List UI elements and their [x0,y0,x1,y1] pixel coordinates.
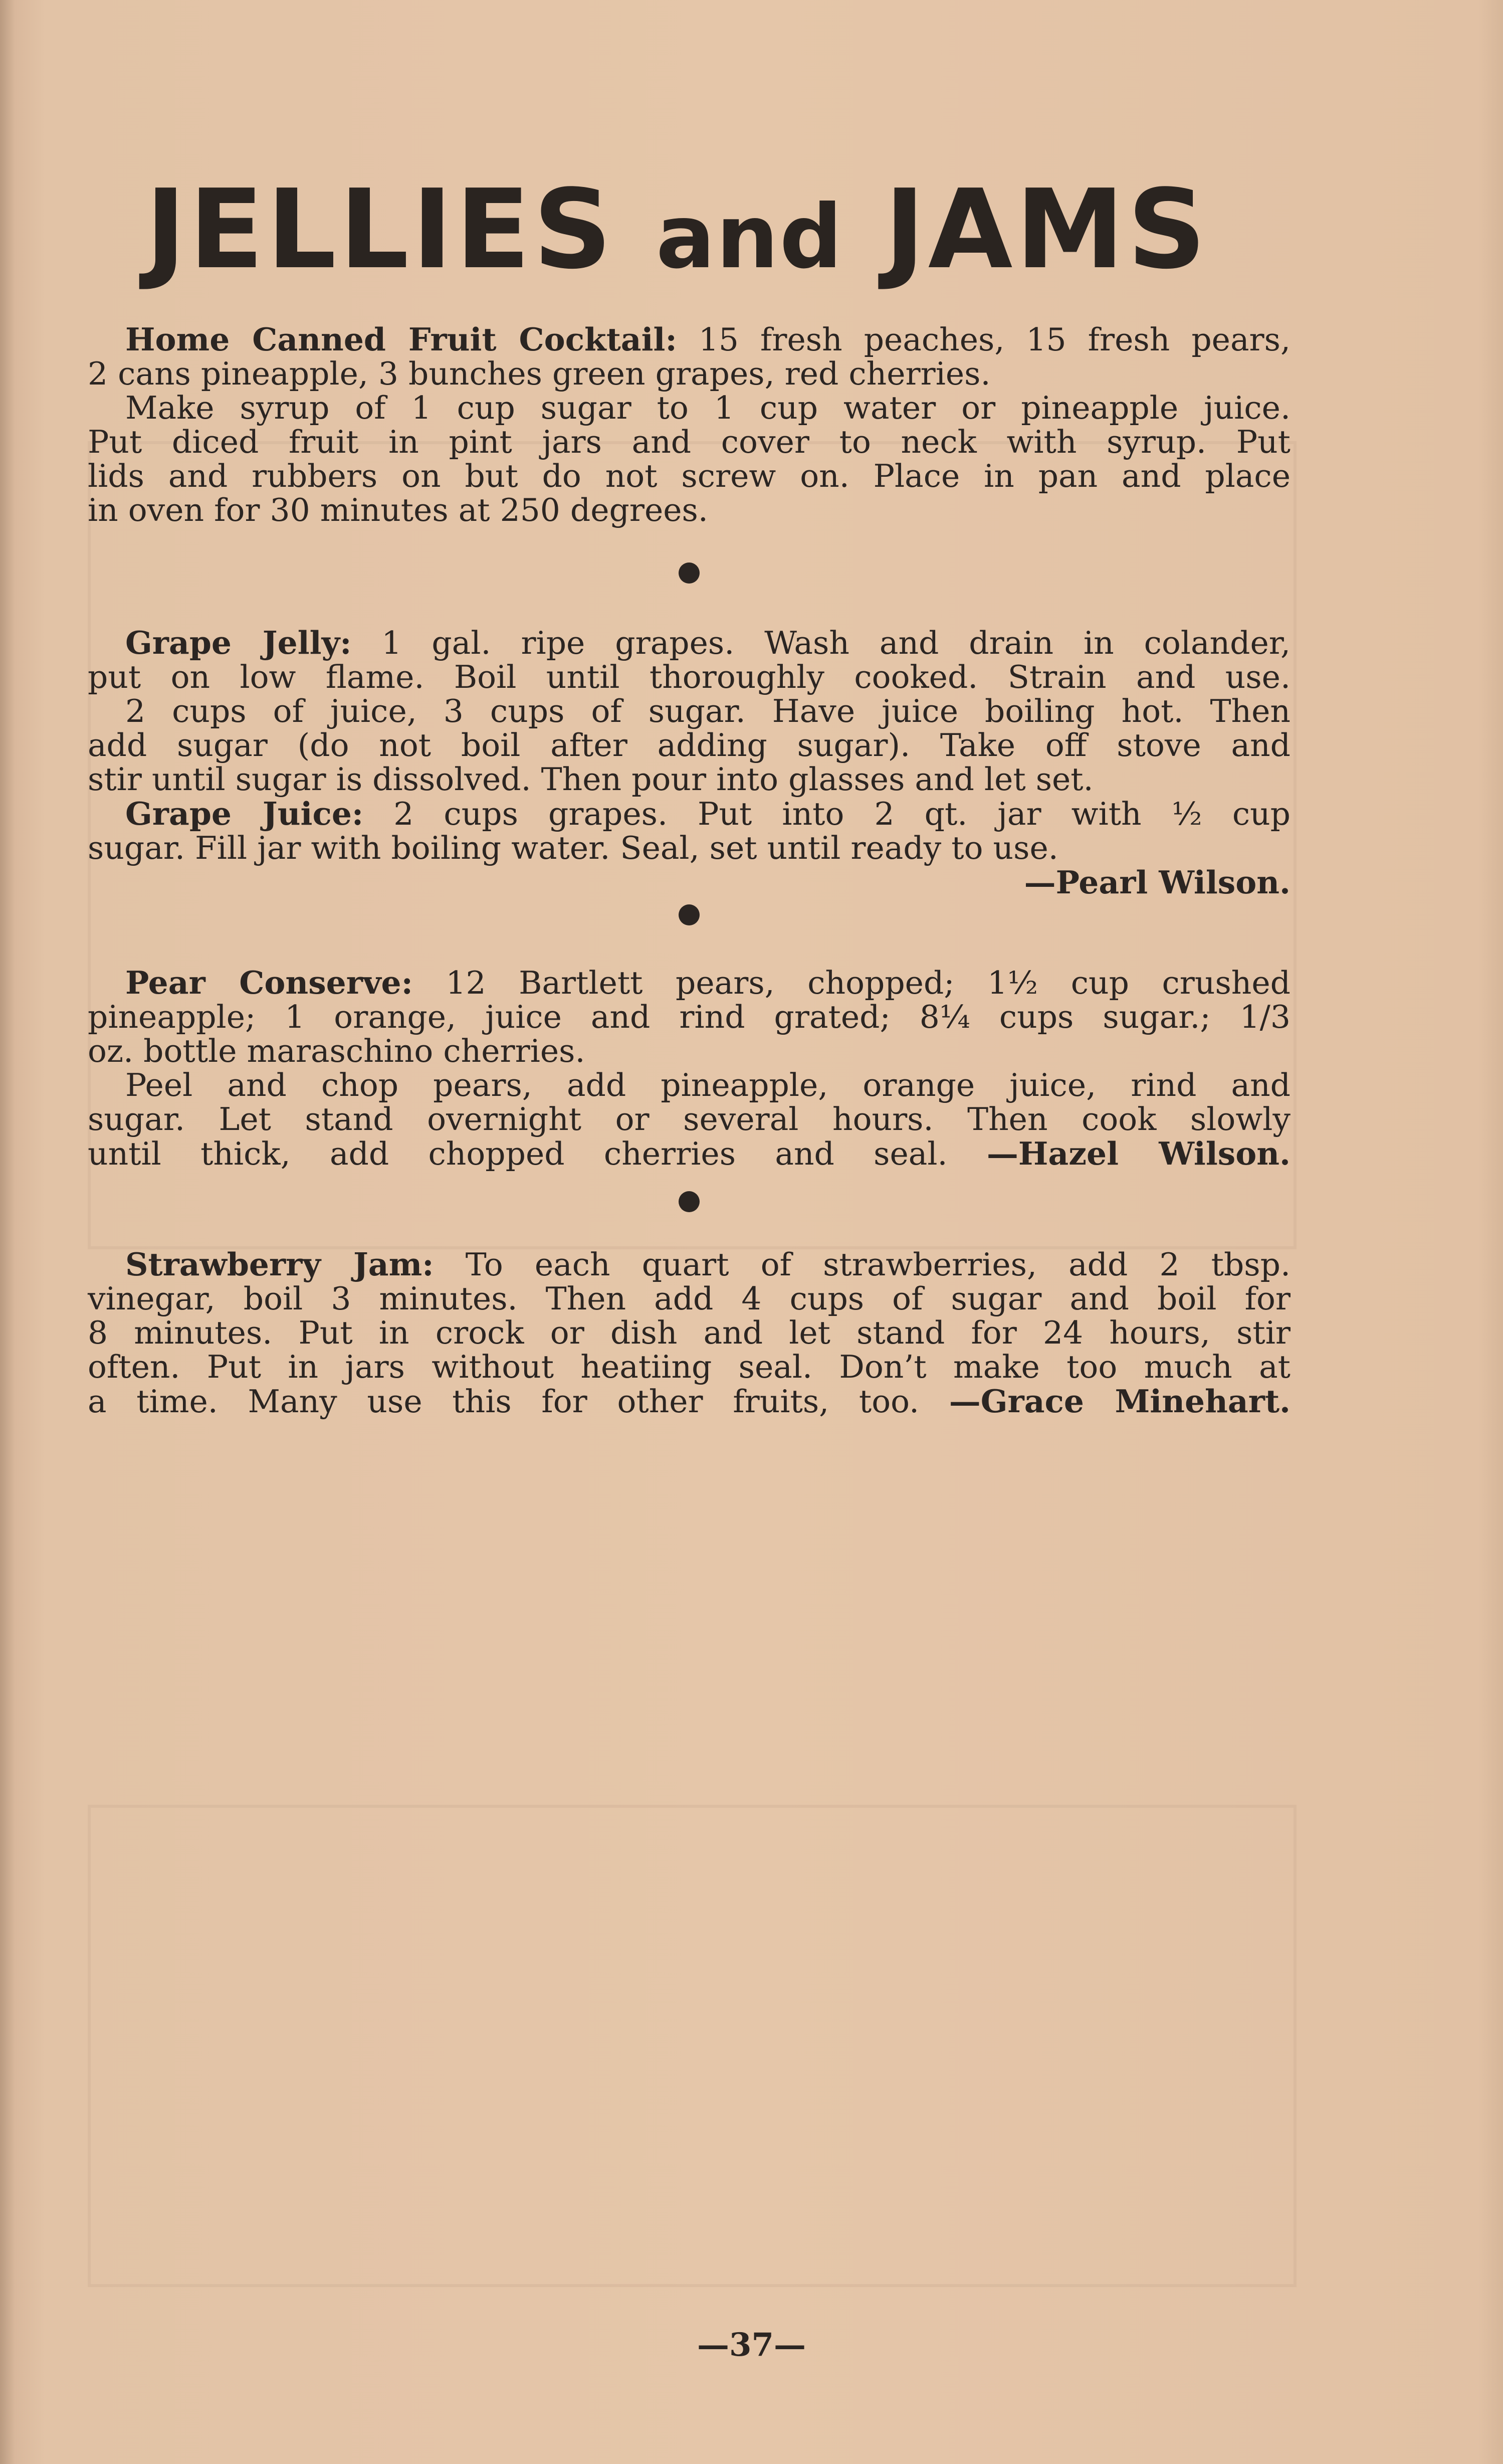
page-title [145,166,1209,293]
recipe-line: 8 minutes. Put in crock or dish and let stand for 24 hours, stir [88,1314,1291,1351]
bleed-through-box [88,1805,1297,2287]
recipe-author: —Hazel Wilson. [986,1135,1291,1172]
recipe-line [88,1247,1291,1282]
recipe-grape-jelly [88,626,1291,797]
recipe-line: 2 cups of juice, 3 cups of sugar. Have juice boiling hot. Then [125,693,1291,729]
title-word: JAMS [884,166,1209,293]
recipe-name: Home Canned Fruit Cocktail: [125,321,677,358]
recipe-line: pineapple; 1 orange, juice and rind grated; 8¼ cups sugar.; 1/3 [88,999,1291,1035]
recipe-grape-juice [88,797,1291,899]
recipe-fruit-cocktail [88,322,1291,527]
recipe-ingredients: 1 gal. ripe grapes. Wash and drain in colander, [381,625,1291,661]
recipe-line [88,626,1291,660]
bullet-separator [679,904,700,925]
page-number: —37— [697,2326,806,2364]
recipe-line: Make syrup of 1 cup sugar to 1 cup water or pineapple juice. [125,390,1291,426]
recipe-name: Grape Jelly: [125,624,352,661]
recipe-strawberry-jam [88,1247,1291,1419]
bullet-separator [679,562,700,584]
recipe-line: 2 cans pineapple, 3 bunches green grapes, red cherries. [88,355,991,392]
recipe-line: add sugar (do not boil after adding sugar). Take off stove and [88,727,1291,764]
recipe-author: —Grace Minehart. [949,1383,1291,1420]
recipe-name: Pear Conserve: [125,964,413,1001]
recipe-name: Grape Juice: [125,795,364,832]
recipe-line [88,1384,1291,1419]
recipe-ingredients: To each quart of strawberries, add 2 tbsp. [465,1246,1291,1283]
recipe-line: stir until sugar is dissolved. Then pour into glasses and let set. [88,761,1094,798]
recipe-line: sugar. Fill jar with boiling water. Seal, set until ready to use. [88,830,1058,866]
recipe-method-end: until thick, add chopped cherries and seal. [88,1135,948,1172]
recipe-ingredients: 15 fresh peaches, 15 fresh pears, [698,321,1291,358]
recipe-line [88,797,1291,831]
recipe-author: —Pearl Wilson. [1024,864,1291,901]
recipe-method-end: a time. Many use this for other fruits, too. [88,1383,919,1420]
recipe-line: often. Put in jars without heatiing seal. Don’t make too much at [88,1349,1291,1385]
title-word: JELLIES [145,166,615,293]
recipe-line: vinegar, boil 3 minutes. Then add 4 cups of sugar and boil for [88,1280,1291,1317]
title-word: and [656,186,843,288]
recipe-ingredients: 2 cups grapes. Put into 2 qt. jar with ½ cup [393,796,1291,832]
recipe-line [88,966,1291,1000]
recipe-line: Peel and chop pears, add pineapple, orange juice, rind and [125,1067,1291,1103]
recipe-name: Strawberry Jam: [125,1246,434,1283]
recipe-line: in oven for 30 minutes at 250 degrees. [88,492,708,528]
recipe-pear-conserve [88,966,1291,1171]
recipe-line [88,1136,1291,1171]
recipe-list [88,322,1291,1419]
recipe-ingredients: 12 Bartlett pears, chopped; 1½ cup crushed [446,965,1291,1001]
recipe-line: lids and rubbers on but do not screw on. Place in pan and place [88,458,1291,494]
bullet-separator [679,1191,700,1212]
recipe-line [88,322,1291,357]
recipe-line: sugar. Let stand overnight or several hours. Then cook slowly [88,1101,1291,1138]
recipe-line: put on low flame. Boil until thoroughly cooked. Strain and use. [88,659,1291,695]
recipe-line: Put diced fruit in pint jars and cover to neck with syrup. Put [88,424,1291,460]
recipe-line: oz. bottle maraschino cherries. [88,1033,585,1069]
